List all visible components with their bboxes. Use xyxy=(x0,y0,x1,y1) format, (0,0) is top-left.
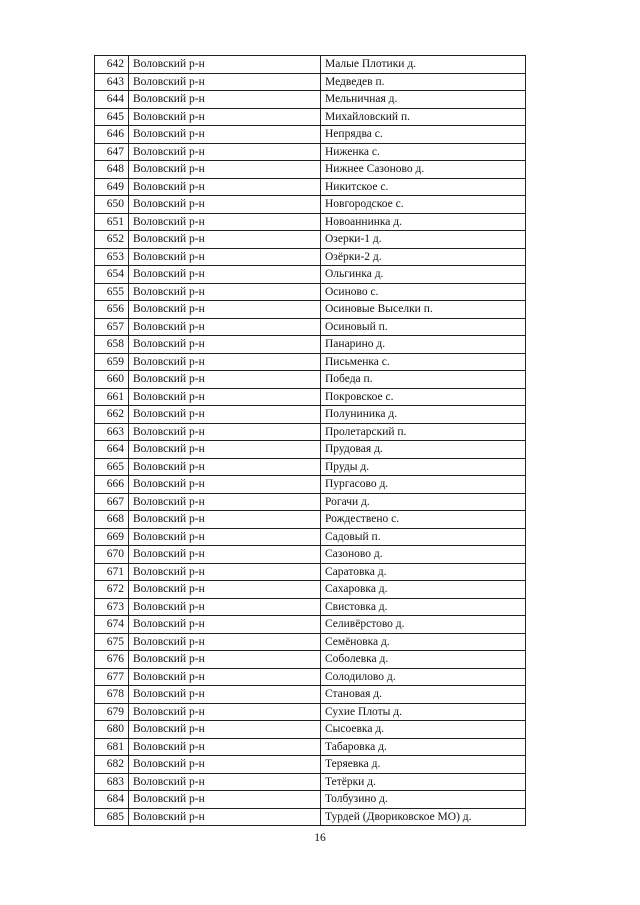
district-cell: Воловский р-н xyxy=(129,388,321,406)
settlement-cell: Прудовая д. xyxy=(321,441,526,459)
row-number: 680 xyxy=(95,721,129,739)
settlement-cell: Медведев п. xyxy=(321,73,526,91)
row-number: 660 xyxy=(95,371,129,389)
table-row xyxy=(95,686,526,704)
row-number: 670 xyxy=(95,546,129,564)
row-number: 659 xyxy=(95,353,129,371)
settlement-cell: Письменка с. xyxy=(321,353,526,371)
settlement-cell: Пролетарский п. xyxy=(321,423,526,441)
district-cell: Воловский р-н xyxy=(129,511,321,529)
row-number: 677 xyxy=(95,668,129,686)
settlement-cell: Сысоевка д. xyxy=(321,721,526,739)
settlement-cell: Толбузино д. xyxy=(321,791,526,809)
district-cell: Воловский р-н xyxy=(129,563,321,581)
district-cell: Воловский р-н xyxy=(129,773,321,791)
district-cell: Воловский р-н xyxy=(129,808,321,826)
table-row xyxy=(95,703,526,721)
settlement-cell: Никитское с. xyxy=(321,178,526,196)
settlement-cell: Рождествено с. xyxy=(321,511,526,529)
district-cell: Воловский р-н xyxy=(129,318,321,336)
settlement-cell: Соболевка д. xyxy=(321,651,526,669)
settlement-cell: Полуниника д. xyxy=(321,406,526,424)
row-number: 655 xyxy=(95,283,129,301)
settlement-cell: Озёрки-2 д. xyxy=(321,248,526,266)
table-body xyxy=(95,56,526,826)
district-cell: Воловский р-н xyxy=(129,143,321,161)
row-number: 678 xyxy=(95,686,129,704)
table-row xyxy=(95,668,526,686)
row-number: 646 xyxy=(95,126,129,144)
table-row xyxy=(95,143,526,161)
district-cell: Воловский р-н xyxy=(129,406,321,424)
row-number: 674 xyxy=(95,616,129,634)
settlement-cell: Новгородское с. xyxy=(321,196,526,214)
district-cell: Воловский р-н xyxy=(129,546,321,564)
district-cell: Воловский р-н xyxy=(129,423,321,441)
settlement-cell: Осиново с. xyxy=(321,283,526,301)
settlement-cell: Малые Плотики д. xyxy=(321,56,526,74)
settlement-cell: Сахаровка д. xyxy=(321,581,526,599)
table-row xyxy=(95,91,526,109)
table-row xyxy=(95,266,526,284)
row-number: 671 xyxy=(95,563,129,581)
settlement-cell: Селивёрстово д. xyxy=(321,616,526,634)
table-row xyxy=(95,633,526,651)
district-cell: Воловский р-н xyxy=(129,703,321,721)
table-row xyxy=(95,56,526,74)
table-row xyxy=(95,301,526,319)
settlement-cell: Осиновые Выселки п. xyxy=(321,301,526,319)
row-number: 651 xyxy=(95,213,129,231)
district-cell: Воловский р-н xyxy=(129,91,321,109)
settlement-cell: Солодилово д. xyxy=(321,668,526,686)
district-cell: Воловский р-н xyxy=(129,213,321,231)
row-number: 673 xyxy=(95,598,129,616)
district-cell: Воловский р-н xyxy=(129,616,321,634)
row-number: 679 xyxy=(95,703,129,721)
settlement-cell: Табаровка д. xyxy=(321,738,526,756)
row-number: 652 xyxy=(95,231,129,249)
settlement-cell: Ниженка с. xyxy=(321,143,526,161)
district-cell: Воловский р-н xyxy=(129,651,321,669)
row-number: 644 xyxy=(95,91,129,109)
district-cell: Воловский р-н xyxy=(129,73,321,91)
row-number: 667 xyxy=(95,493,129,511)
settlement-cell: Панарино д. xyxy=(321,336,526,354)
row-number: 657 xyxy=(95,318,129,336)
settlement-cell: Сазоново д. xyxy=(321,546,526,564)
table-row xyxy=(95,196,526,214)
row-number: 684 xyxy=(95,791,129,809)
settlement-cell: Озерки-1 д. xyxy=(321,231,526,249)
table-row xyxy=(95,721,526,739)
settlement-cell: Сухие Плоты д. xyxy=(321,703,526,721)
row-number: 665 xyxy=(95,458,129,476)
table-row xyxy=(95,423,526,441)
district-cell: Воловский р-н xyxy=(129,161,321,179)
district-cell: Воловский р-н xyxy=(129,528,321,546)
row-number: 669 xyxy=(95,528,129,546)
table-row xyxy=(95,353,526,371)
table-row xyxy=(95,756,526,774)
row-number: 664 xyxy=(95,441,129,459)
table-row xyxy=(95,336,526,354)
table-row xyxy=(95,808,526,826)
row-number: 681 xyxy=(95,738,129,756)
district-cell: Воловский р-н xyxy=(129,108,321,126)
district-cell: Воловский р-н xyxy=(129,301,321,319)
table-row xyxy=(95,406,526,424)
settlement-cell: Тетёрки д. xyxy=(321,773,526,791)
row-number: 653 xyxy=(95,248,129,266)
table-row xyxy=(95,458,526,476)
table-row xyxy=(95,248,526,266)
district-cell: Воловский р-н xyxy=(129,581,321,599)
settlement-cell: Осиновый п. xyxy=(321,318,526,336)
table-row xyxy=(95,213,526,231)
table-row xyxy=(95,651,526,669)
row-number: 672 xyxy=(95,581,129,599)
settlement-cell: Садовый п. xyxy=(321,528,526,546)
row-number: 682 xyxy=(95,756,129,774)
district-cell: Воловский р-н xyxy=(129,791,321,809)
row-number: 645 xyxy=(95,108,129,126)
table-row xyxy=(95,598,526,616)
settlement-cell: Рогачи д. xyxy=(321,493,526,511)
settlement-cell: Михайловский п. xyxy=(321,108,526,126)
table-row xyxy=(95,476,526,494)
table-row xyxy=(95,371,526,389)
page-number: 16 xyxy=(314,832,326,844)
district-cell: Воловский р-н xyxy=(129,56,321,74)
row-number: 663 xyxy=(95,423,129,441)
settlement-cell: Теряевка д. xyxy=(321,756,526,774)
district-cell: Воловский р-н xyxy=(129,721,321,739)
row-number: 676 xyxy=(95,651,129,669)
district-cell: Воловский р-н xyxy=(129,266,321,284)
row-number: 642 xyxy=(95,56,129,74)
row-number: 675 xyxy=(95,633,129,651)
row-number: 648 xyxy=(95,161,129,179)
row-number: 654 xyxy=(95,266,129,284)
table-row xyxy=(95,108,526,126)
table-row xyxy=(95,563,526,581)
table-row xyxy=(95,493,526,511)
row-number: 661 xyxy=(95,388,129,406)
district-cell: Воловский р-н xyxy=(129,598,321,616)
district-cell: Воловский р-н xyxy=(129,283,321,301)
settlement-cell: Победа п. xyxy=(321,371,526,389)
row-number: 650 xyxy=(95,196,129,214)
table-row xyxy=(95,528,526,546)
district-cell: Воловский р-н xyxy=(129,196,321,214)
table-row xyxy=(95,231,526,249)
district-cell: Воловский р-н xyxy=(129,126,321,144)
table-row xyxy=(95,546,526,564)
settlement-cell: Новоаннинка д. xyxy=(321,213,526,231)
row-number: 685 xyxy=(95,808,129,826)
district-cell: Воловский р-н xyxy=(129,353,321,371)
table-row xyxy=(95,388,526,406)
table-row xyxy=(95,581,526,599)
row-number: 643 xyxy=(95,73,129,91)
table-row xyxy=(95,441,526,459)
row-number: 647 xyxy=(95,143,129,161)
district-cell: Воловский р-н xyxy=(129,756,321,774)
table-row xyxy=(95,161,526,179)
table-row xyxy=(95,738,526,756)
row-number: 649 xyxy=(95,178,129,196)
district-cell: Воловский р-н xyxy=(129,441,321,459)
district-cell: Воловский р-н xyxy=(129,458,321,476)
table-row xyxy=(95,73,526,91)
table-row xyxy=(95,773,526,791)
district-cell: Воловский р-н xyxy=(129,231,321,249)
table-row xyxy=(95,126,526,144)
district-cell: Воловский р-н xyxy=(129,371,321,389)
settlements-table xyxy=(94,55,526,826)
settlement-cell: Пургасово д. xyxy=(321,476,526,494)
settlement-cell: Семёновка д. xyxy=(321,633,526,651)
row-number: 683 xyxy=(95,773,129,791)
district-cell: Воловский р-н xyxy=(129,336,321,354)
row-number: 662 xyxy=(95,406,129,424)
settlement-cell: Непрядва с. xyxy=(321,126,526,144)
district-cell: Воловский р-н xyxy=(129,686,321,704)
table-row xyxy=(95,791,526,809)
settlement-cell: Саратовка д. xyxy=(321,563,526,581)
table-row xyxy=(95,511,526,529)
row-number: 656 xyxy=(95,301,129,319)
settlement-cell: Мельничная д. xyxy=(321,91,526,109)
district-cell: Воловский р-н xyxy=(129,248,321,266)
table-row xyxy=(95,178,526,196)
row-number: 668 xyxy=(95,511,129,529)
settlement-cell: Турдей (Двориковское МО) д. xyxy=(321,808,526,826)
settlement-cell: Ольгинка д. xyxy=(321,266,526,284)
settlement-cell: Становая д. xyxy=(321,686,526,704)
district-cell: Воловский р-н xyxy=(129,476,321,494)
settlement-cell: Пруды д. xyxy=(321,458,526,476)
settlement-cell: Покровское с. xyxy=(321,388,526,406)
district-cell: Воловский р-н xyxy=(129,493,321,511)
row-number: 666 xyxy=(95,476,129,494)
settlement-cell: Нижнее Сазоново д. xyxy=(321,161,526,179)
district-cell: Воловский р-н xyxy=(129,178,321,196)
table-row xyxy=(95,283,526,301)
district-cell: Воловский р-н xyxy=(129,738,321,756)
row-number: 658 xyxy=(95,336,129,354)
settlement-cell: Свистовка д. xyxy=(321,598,526,616)
table-row xyxy=(95,318,526,336)
district-cell: Воловский р-н xyxy=(129,633,321,651)
district-cell: Воловский р-н xyxy=(129,668,321,686)
table-row xyxy=(95,616,526,634)
